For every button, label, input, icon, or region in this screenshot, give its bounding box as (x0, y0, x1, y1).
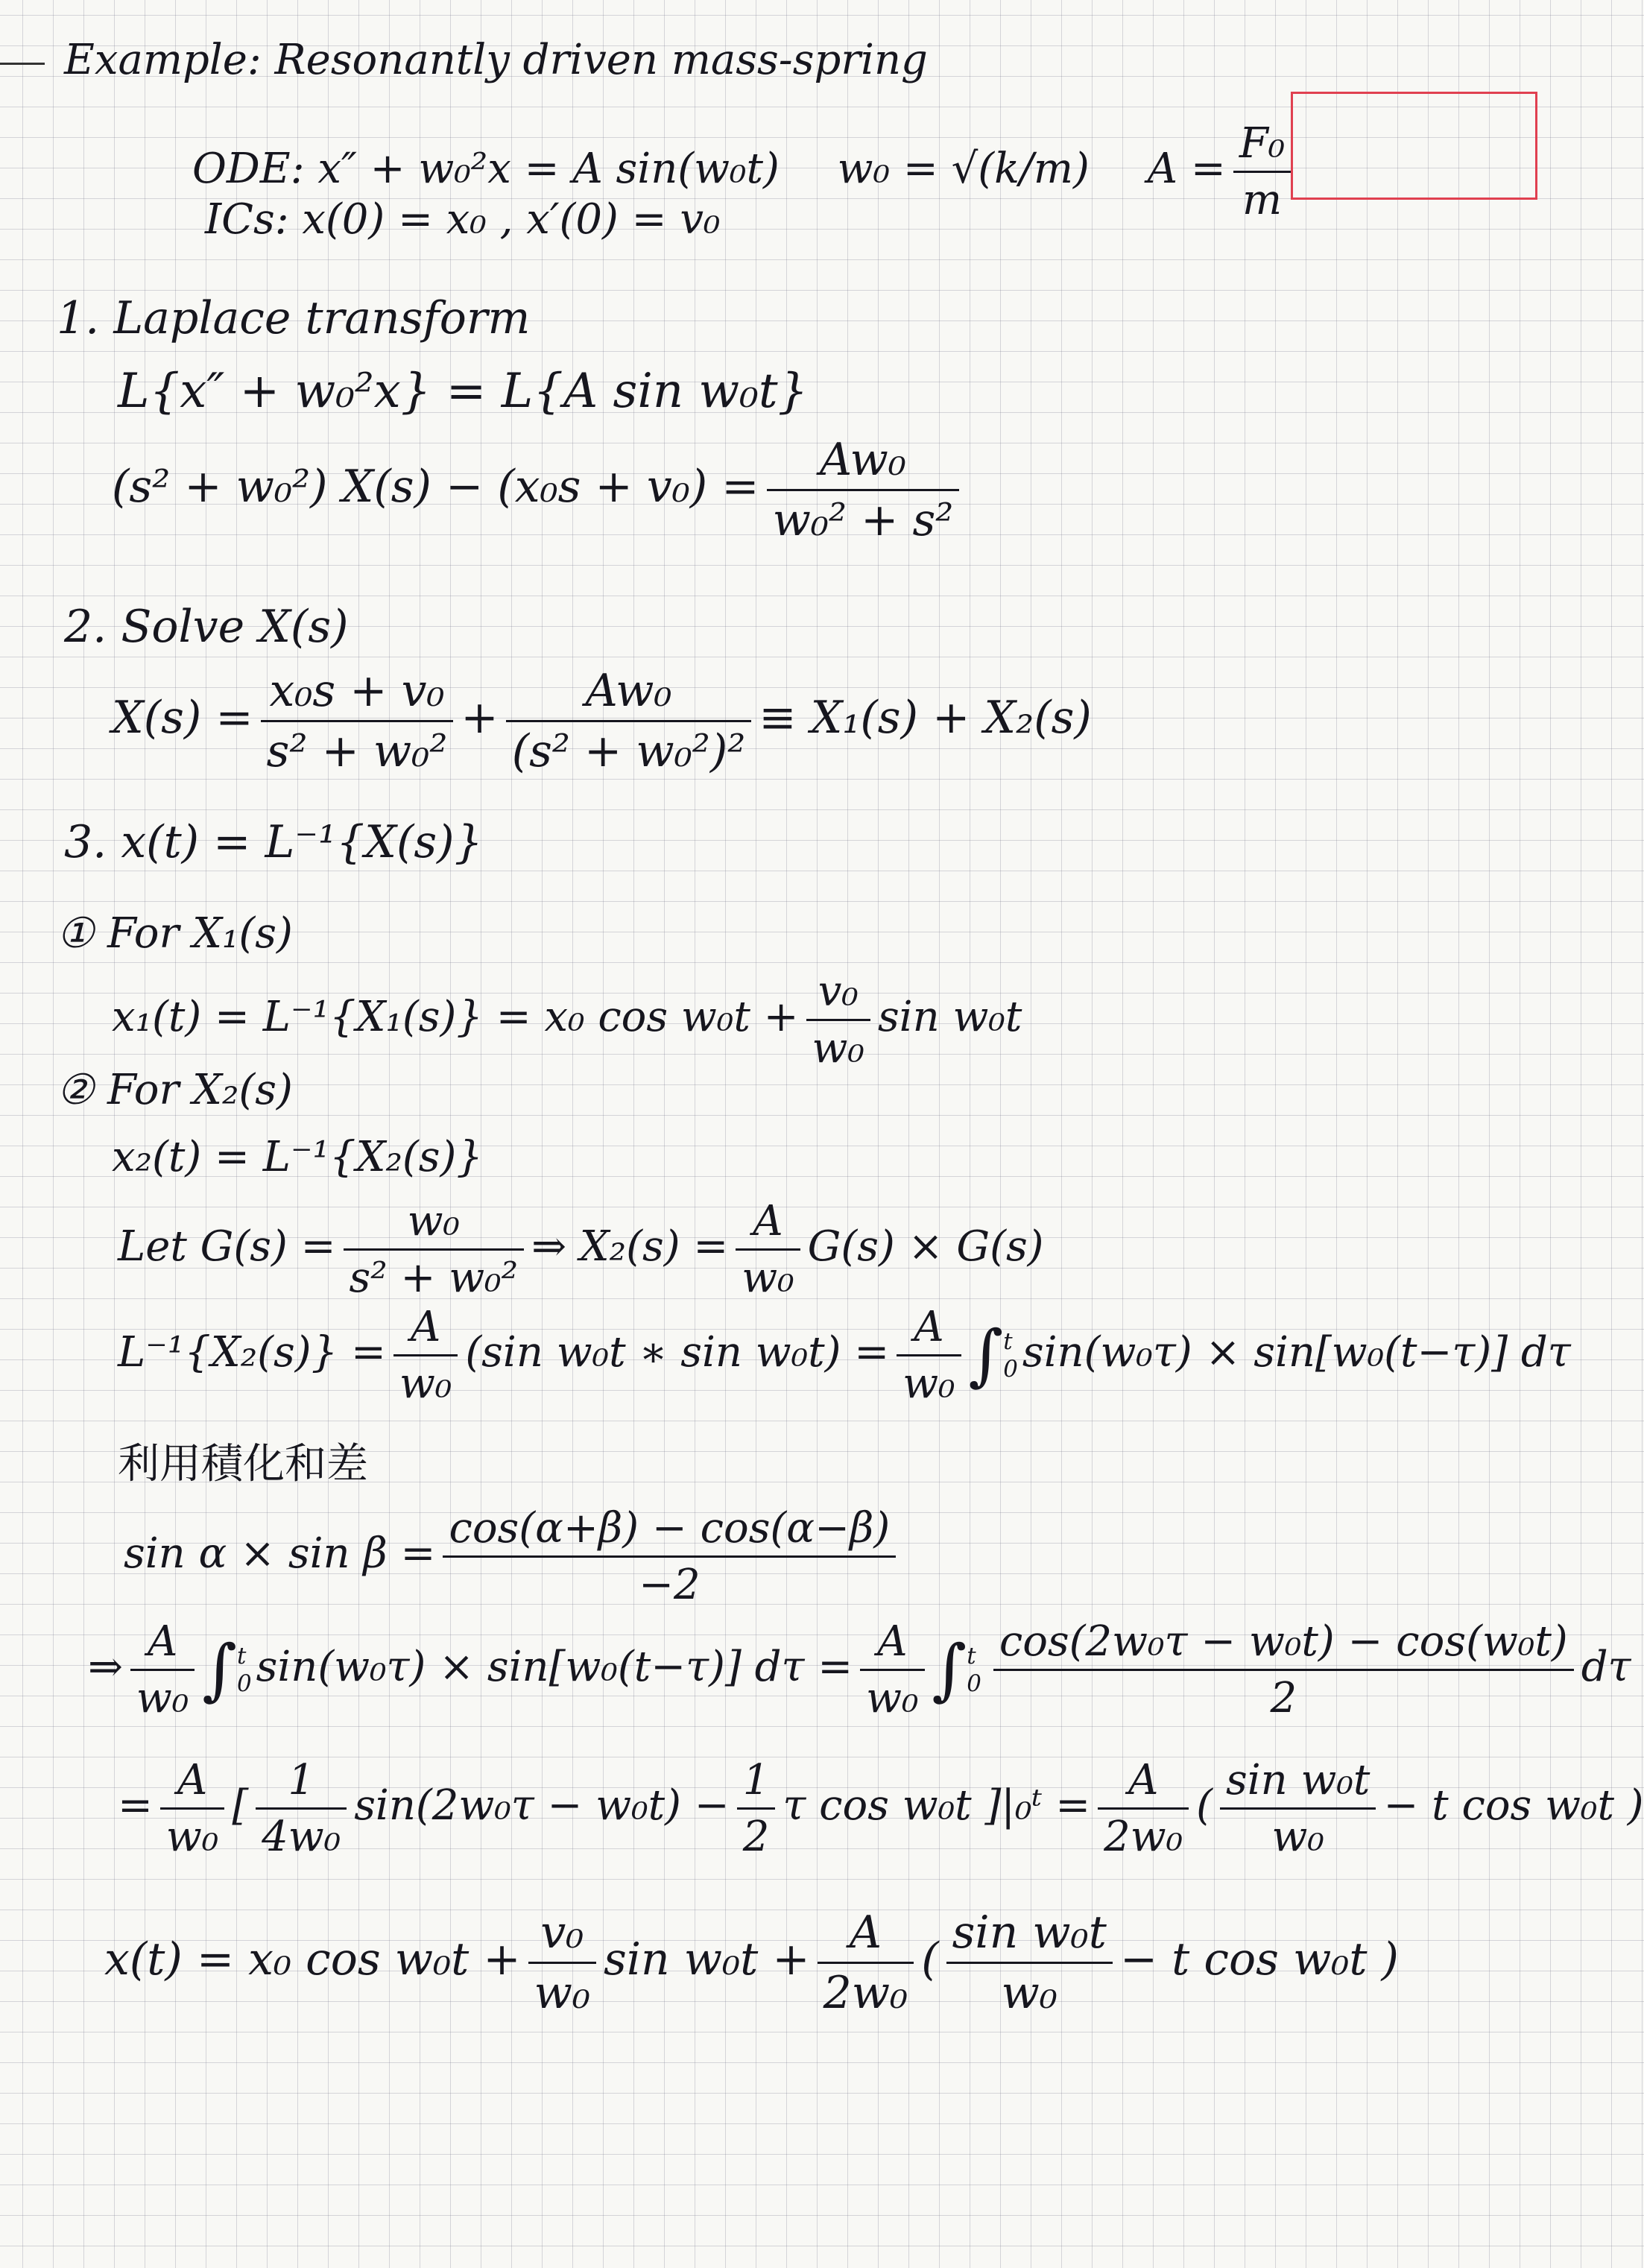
final-fraction-s (946, 1907, 1113, 2019)
step1-eq2-fraction (767, 434, 960, 546)
eval-c1-num: 1 (288, 1756, 314, 1804)
eval-fraction-s (1220, 1756, 1376, 1861)
arrow-tail: dτ (1581, 1643, 1631, 1691)
eval-bracket-open: [ (232, 1781, 249, 1830)
integral-sign-2: ∫ (202, 1631, 237, 1709)
final-s-den: w₀ (946, 1962, 1113, 2019)
final-solution (104, 1907, 1399, 2019)
sub1-tail: sin w₀t (877, 993, 1022, 1041)
final-v-num: v₀ (540, 1907, 584, 1959)
step1-eq2-lhs: (s² + w₀²) X(s) − (x₀s + v₀) = (112, 461, 759, 514)
arrow-num: cos(2w₀τ − w₀t) − cos(w₀t) (999, 1617, 1568, 1666)
final-v-den: w₀ (528, 1962, 596, 2019)
integral-sign-3: ∫ (932, 1631, 967, 1709)
step2-f1-num: x₀s + v₀ (269, 665, 445, 717)
step3-heading: 3. x(t) = L⁻¹{X(s)} (64, 816, 483, 868)
eval-lhs: = (118, 1781, 153, 1830)
eval-w: w₀ (160, 1807, 224, 1861)
arrow-fraction-a (130, 1617, 195, 1722)
arrow-line (88, 1617, 1631, 1722)
conv-a: A (410, 1303, 441, 1351)
conv-fraction (393, 1303, 458, 1408)
identity-den: −2 (443, 1555, 896, 1609)
step2-eq (112, 665, 1092, 777)
identity-line (124, 1504, 903, 1609)
step2-fraction-2 (506, 665, 752, 777)
step1-eq2-num: Aw₀ (819, 434, 906, 486)
conv-mid: (sin w₀t ∗ sin w₀t) = (465, 1328, 890, 1377)
let-lhs: Let G(s) = (118, 1222, 336, 1271)
identity-fraction (443, 1504, 896, 1609)
integral-limits (1003, 1328, 1018, 1383)
final-a-den: 2w₀ (818, 1962, 914, 2019)
integral-limits-3 (967, 1643, 981, 1698)
conv-tail: sin(w₀τ) × sin[w₀(t−τ)] dτ (1022, 1328, 1571, 1377)
arrow-fraction-a2 (860, 1617, 924, 1722)
margin-dash (0, 63, 45, 65)
final-lhs: x(t) = x₀ cos w₀t + (104, 1933, 521, 1986)
let-num: w₀ (407, 1197, 460, 1245)
eval-s-num: sin w₀t (1226, 1756, 1370, 1804)
title: Example: Resonantly driven mass-spring (64, 36, 928, 84)
eval-s-den: w₀ (1220, 1807, 1376, 1861)
step1-eq2 (112, 434, 967, 546)
conv-upper: t (1003, 1327, 1013, 1355)
conv-fraction-2 (897, 1303, 961, 1408)
final-a-num: A (849, 1907, 882, 1959)
final-fraction-a (818, 1907, 914, 2019)
conv-w-2: w₀ (897, 1354, 961, 1408)
eval-fraction-c1 (256, 1756, 347, 1861)
identity-num: cos(α+β) − cos(α−β) (449, 1504, 891, 1552)
step2-lhs: X(s) = (112, 692, 253, 745)
arrow-lower-2: 0 (967, 1670, 981, 1697)
step1-eq1: L{x″ + w₀²x} = L{A sin w₀t} (118, 364, 809, 419)
identity-lhs: sin α × sin β = (124, 1529, 436, 1578)
let-mid: ⇒ X₂(s) = (531, 1222, 729, 1271)
eval-paren-open: ( (1196, 1781, 1213, 1830)
sub1-lhs: x₁(t) = L⁻¹{X₁(s)} = x₀ cos w₀t + (112, 993, 799, 1041)
arrow-mid: sin(w₀τ) × sin[w₀(t−τ)] dτ = (256, 1643, 853, 1691)
arrow-upper: t (237, 1642, 247, 1670)
ode-a-den: m (1233, 171, 1291, 224)
step2-plus: + (461, 692, 499, 745)
final-s-num: sin w₀t (952, 1907, 1107, 1959)
eval-tail: τ cos w₀t ]|₀ᵗ = (783, 1781, 1091, 1830)
arrow-lower: 0 (237, 1670, 252, 1697)
eval-fraction-a (160, 1756, 224, 1861)
let-num2: A (753, 1197, 783, 1245)
step2-f2-den: (s² + w₀²)² (506, 720, 752, 777)
integral-limits-2 (237, 1643, 252, 1698)
eval-fraction-c2 (737, 1756, 776, 1861)
eval-a: A (177, 1756, 208, 1804)
convolution-line (118, 1303, 1571, 1408)
step1-eq2-den: w₀² + s² (767, 489, 960, 546)
step3-sub1-eq (112, 967, 1022, 1073)
ode-w0: w₀ = √(k/m) (837, 145, 1090, 193)
arrow-w2: w₀ (860, 1669, 924, 1722)
let-fraction-g (344, 1197, 525, 1302)
arrow-upper-2: t (967, 1642, 976, 1670)
eval-c2-num: 1 (742, 1756, 770, 1804)
let-line (118, 1197, 1044, 1302)
sub1-den: w₀ (806, 1019, 870, 1073)
arrow-a: A (147, 1617, 178, 1666)
let-tail: G(s) × G(s) (807, 1222, 1044, 1271)
eval-c1-den: 4w₀ (256, 1807, 347, 1861)
step3-sub1-heading: ① For X₁(s) (57, 909, 293, 958)
final-fraction-v (528, 1907, 596, 2019)
let-den: s² + w₀² (344, 1248, 525, 1302)
conv-lower: 0 (1003, 1355, 1018, 1383)
ode-equation: ODE: x″ + w₀²x = A sin(w₀t) (192, 145, 780, 193)
eval-mid: sin(2w₀τ − w₀t) − (354, 1781, 730, 1830)
step2-rhs: ≡ X₁(s) + X₂(s) (759, 692, 1092, 745)
let-den2: w₀ (736, 1248, 800, 1302)
step3-sub2-eq: x₂(t) = L⁻¹{X₂(s)} (112, 1133, 483, 1181)
eval-res-den: 2w₀ (1098, 1807, 1189, 1861)
final-mid: sin w₀t + (604, 1933, 810, 1986)
eval-end: − t cos w₀t ) (1383, 1781, 1644, 1830)
eval-c2-den: 2 (737, 1807, 776, 1861)
eval-fraction-res (1098, 1756, 1189, 1861)
integral-sign: ∫ (968, 1316, 1004, 1394)
arrow-lhs: ⇒ (88, 1643, 123, 1691)
arrow-den: 2 (993, 1669, 1574, 1722)
ode-a-num: F₀ (1239, 119, 1286, 168)
final-paren-open: ( (921, 1933, 939, 1986)
final-end: − t cos w₀t ) (1119, 1933, 1399, 1986)
step3-sub2-heading: ② For X₂(s) (57, 1066, 293, 1114)
eval-res-num: A (1128, 1756, 1159, 1804)
step2-heading: 2. Solve X(s) (64, 601, 349, 653)
ode-a-fraction (1233, 119, 1291, 224)
sub1-num: v₀ (818, 967, 859, 1016)
chinese-note: 利用積化和差 (118, 1440, 368, 1488)
initial-conditions: ICs: x(0) = x₀ , x′(0) = v₀ (205, 195, 721, 244)
conv-w: w₀ (393, 1354, 458, 1408)
step2-fraction-1 (261, 665, 454, 777)
conv-a-2: A (914, 1303, 944, 1351)
step2-f1-den: s² + w₀² (261, 720, 454, 777)
let-fraction-a (736, 1197, 800, 1302)
step1-heading: 1. Laplace transform (57, 292, 531, 344)
sub1-fraction (806, 967, 870, 1073)
conv-lhs: L⁻¹{X₂(s)} = (118, 1328, 386, 1377)
red-ink-box (1291, 92, 1537, 200)
arrow-w: w₀ (130, 1669, 195, 1722)
step2-f2-num: Aw₀ (585, 665, 672, 717)
arrow-fraction-cos (993, 1617, 1574, 1722)
ode-a-lhs: A = (1147, 145, 1226, 193)
arrow-a2: A (877, 1617, 908, 1666)
evaluation-line (118, 1756, 1644, 1861)
